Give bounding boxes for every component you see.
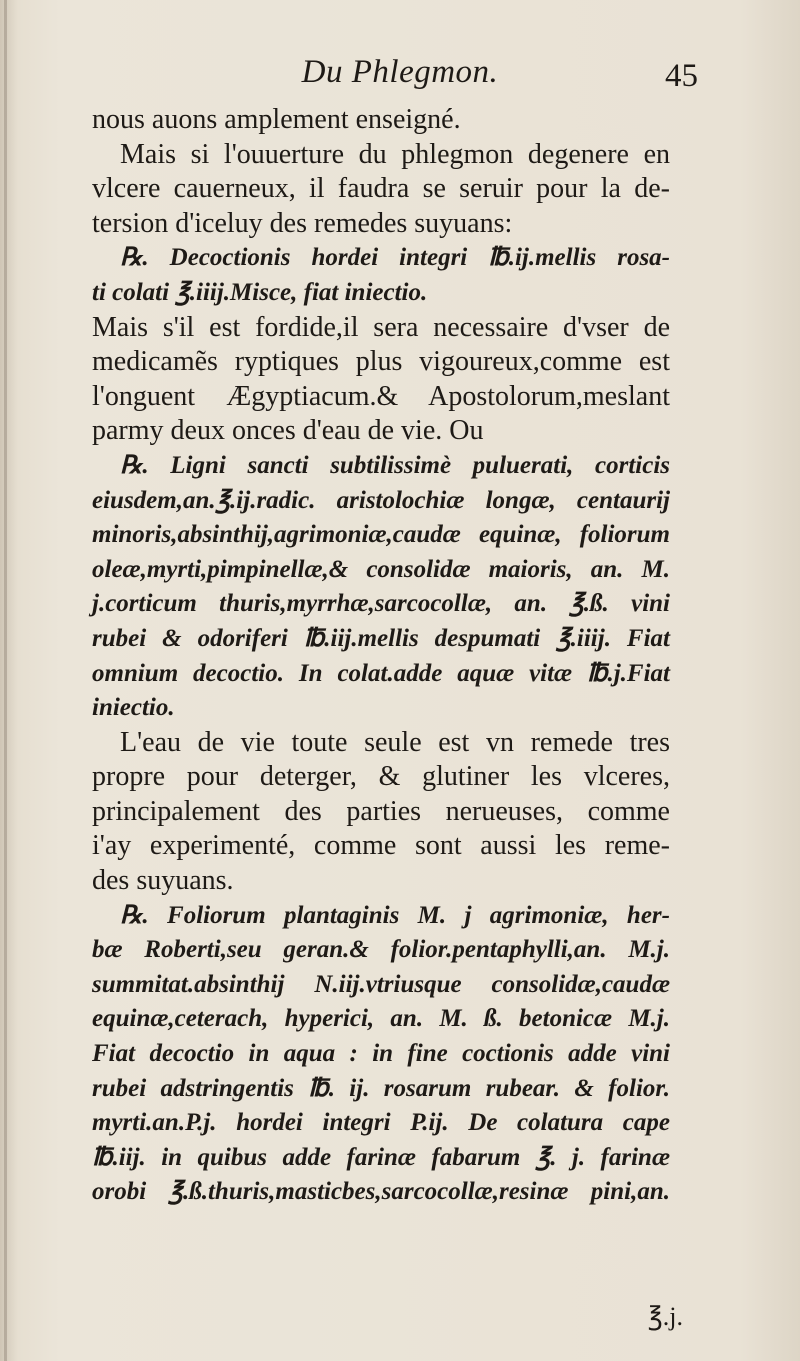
running-title: Du Phlegmon.: [301, 54, 499, 90]
page-header: [0, 46, 800, 106]
text-line: Mais s'il est fordide,il sera necessaire d'vser de: [92, 311, 670, 343]
text-line: j.corticum thuris,myrrhæ,sarcocollæ, an. ℥.ß. vini: [92, 590, 670, 618]
text-line: L'eau de vie toute seule est vn remede tres: [120, 726, 670, 758]
text-line: minoris,absinthij,agrimoniæ,caudæ equinæ, foliorum: [92, 521, 670, 549]
text-line: tersion d'iceluy des remedes suyuans:: [92, 207, 513, 239]
text-line: des suyuans.: [92, 865, 234, 897]
text-line: ℞. Foliorum plantaginis M. j agrimoniæ, her-: [120, 901, 670, 929]
page-number: 45: [665, 58, 698, 94]
text-line: vlcere cauerneux, il faudra se seruir pour la de-: [92, 173, 670, 205]
text-line: ti colati ℥.iiij.Misce, fiat iniectio.: [92, 278, 428, 306]
text-line: l'onguent Ægyptiacum.& Apostolorum,meslant: [92, 380, 670, 412]
text-line: orobi ℥.ß.thuris,masticbes,sarcocollæ,resinæ pini,an.: [92, 1178, 670, 1206]
text-line: bæ Roberti,seu geran.& folior.pentaphylli,an. M.j.: [92, 936, 670, 964]
text-line: rubei & odoriferi ℔.iij.mellis despumati ℥.iiij. Fiat: [92, 624, 670, 652]
text-line: eiusdem,an.℥.ij.radic. aristolochiæ longæ, centaurij: [92, 486, 670, 514]
text-line: iniectio.: [92, 694, 175, 722]
text-line: ℞. Ligni sancti subtilissimè puluerati, corticis: [120, 451, 670, 479]
text-line: oleæ,myrti,pimpinellæ,& consolidæ maioris, an. M.: [92, 555, 670, 583]
text-line: summitat.absinthij N.iij.vtriusque consolidæ,caudæ: [92, 970, 670, 998]
text-line: omnium decoctio. In colat.adde aquæ vitæ ℔.j.Fiat: [92, 659, 670, 687]
text-line: ℔.iij. in quibus adde farinæ fabarum ℥. j. farinæ: [92, 1143, 670, 1171]
body-text: [92, 103, 670, 1210]
text-line: parmy deux onces d'eau de vie. Ou: [92, 415, 484, 447]
text-line: rubei adstringentis ℔. ij. rosarum rubear. & folior.: [92, 1074, 670, 1102]
text-line: principalement des parties nerueuses, comme: [92, 795, 670, 827]
catchword: ℥.j.: [647, 1302, 683, 1331]
text-line: medicamẽs ryptiques plus vigoureux,comme est: [92, 346, 670, 378]
text-line: nous auons amplement enseigné.: [92, 104, 461, 135]
text-line: Mais si l'ouuerture du phlegmon degenere en: [120, 138, 670, 170]
text-line: ℞. Decoctionis hordei integri ℔.ij.mellis rosa-: [120, 244, 670, 272]
text-line: Fiat decoctio in aqua : in fine coctionis adde vini: [92, 1040, 670, 1068]
gutter-shadow: [4, 0, 7, 1361]
text-line: i'ay experimenté, comme sont aussi les reme-: [92, 830, 670, 862]
text-line: myrti.an.P.j. hordei integri P.ij. De colatura cape: [92, 1109, 670, 1137]
text-line: propre pour deterger, & glutiner les vlceres,: [92, 761, 670, 793]
text-line: equinæ,ceterach, hyperici, an. M. ß. betonicæ M.j.: [92, 1005, 670, 1033]
